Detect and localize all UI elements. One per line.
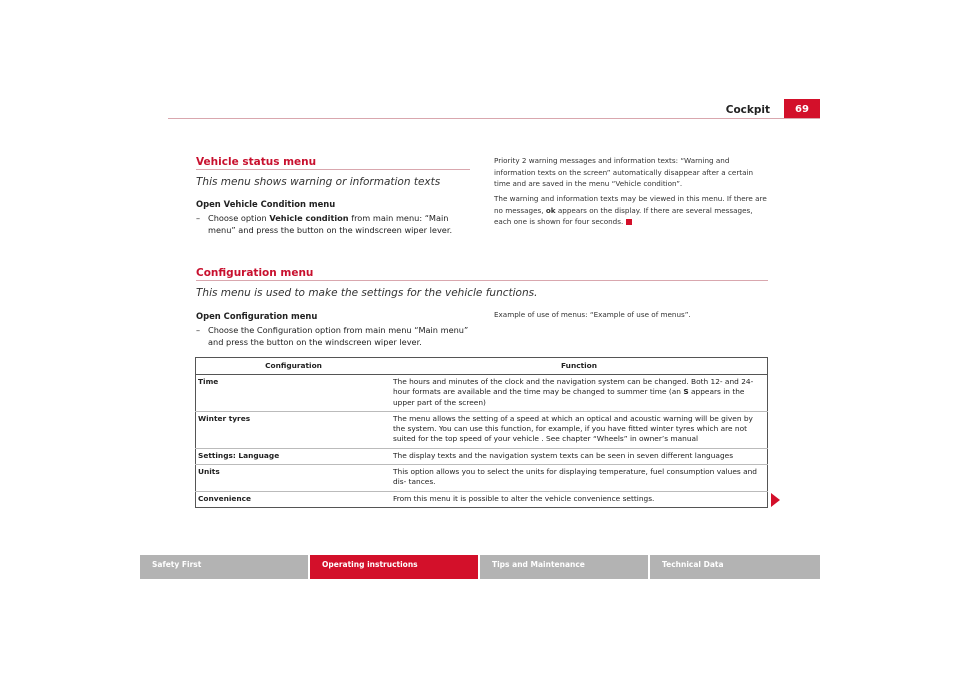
table-row (196, 448, 768, 464)
footer-tab-operating-instructions[interactable]: Operating instructions (310, 555, 478, 579)
section-end-marker (626, 219, 632, 225)
configuration-divider (196, 280, 768, 281)
table-row (196, 491, 768, 507)
step-text: Choose the Configuration option from main menu “Main menu” and press the button on the windscreen wiper lever. (208, 325, 469, 347)
config-function (391, 375, 768, 412)
column-header-function: Function (391, 358, 768, 375)
table-row (196, 411, 768, 448)
step-text-pre: Choose option (208, 213, 270, 223)
vehicle-status-step (196, 212, 481, 240)
next-page-arrow-icon[interactable] (771, 493, 780, 507)
function-post: appears in the upper part of the screen) (393, 387, 745, 407)
footer-tab-tips-maintenance[interactable]: Tips and Maintenance (480, 555, 648, 579)
config-function: From this menu it is possible to alter the vehicle convenience settings. (393, 493, 655, 503)
function-bold: S (683, 387, 689, 397)
vehicle-status-divider (196, 169, 470, 170)
para2-post: appears on the display. If there are several messages, each one is shown for four seconds. (494, 205, 753, 226)
config-name: Units (196, 465, 392, 492)
configuration-table (195, 357, 768, 508)
step-dash: – (196, 213, 201, 223)
header-divider (168, 118, 820, 119)
config-function: The menu allows the setting of a speed at which an optical and acoustic warning will be given by the system. You can use this function, for example, if you have fitted winter tyres which are not suited for the top speed of your vehicle . See chapter “Wheels” in owner’s manual (391, 411, 768, 448)
warning-view-paragraph (494, 193, 770, 228)
footer-nav (140, 555, 820, 579)
config-name: Winter tyres (196, 411, 392, 448)
function-pre: The hours and minutes of the clock and the navigation system can be changed. Both 12- and 24-hour formats are available and the time may be changed to summer time (an (393, 377, 754, 397)
config-function: The display texts and the navigation system texts can be seen in seven different languages (391, 448, 768, 464)
config-name: Time (196, 375, 392, 412)
step-text-bold: Vehicle condition (269, 213, 349, 223)
priority-warning-paragraph: Priority 2 warning messages and information texts: “Warning and information texts on the screen” automatically disappear after a certain time and are saved in the menu “Vehicle condition”. (494, 156, 754, 188)
footer-tab-technical-data[interactable]: Technical Data (650, 555, 820, 579)
para2-pre: The warning and information texts may be viewed in this menu. If there are no messages, (494, 194, 767, 215)
step-dash: – (196, 325, 201, 335)
step-text-post: from main menu: “Main menu” and press the button on the windscreen wiper lever. (208, 213, 453, 235)
column-header-configuration: Configuration (196, 358, 392, 375)
footer-tab-safety-first[interactable]: Safety First (140, 555, 308, 579)
config-function: This option allows you to select the units for displaying temperature, fuel consumption values and dis- tances. (391, 465, 768, 492)
config-name: Settings: Language (196, 448, 392, 464)
page-number-badge: 69 (784, 99, 820, 119)
page-header-title: Cockpit (725, 104, 770, 116)
vehicle-status-title: Vehicle status menu (196, 156, 317, 168)
configuration-title: Configuration menu (196, 267, 314, 279)
vehicle-status-subtitle: This menu shows warning or information texts (196, 176, 441, 188)
configuration-subhead: Open Configuration menu (196, 311, 318, 321)
table-row (196, 375, 768, 412)
vehicle-status-subhead: Open Vehicle Condition menu (196, 199, 336, 209)
table-row (196, 465, 768, 492)
table-header-row (196, 358, 768, 375)
configuration-step (196, 324, 481, 352)
config-name: Convenience (198, 493, 252, 503)
example-reference: Example of use of menus: “Example of use of menus”. (494, 310, 691, 319)
para2-bold: ok (545, 205, 556, 215)
step-text (208, 212, 476, 236)
configuration-subtitle: This menu is used to make the settings for the vehicle functions. (196, 287, 538, 299)
